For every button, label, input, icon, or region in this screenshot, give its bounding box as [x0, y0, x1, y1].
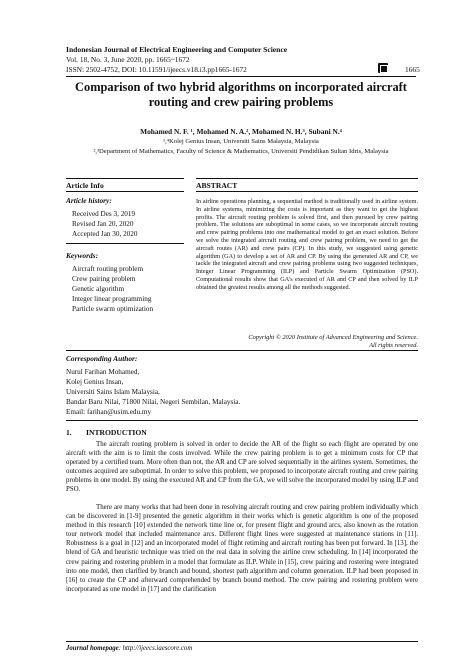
- history-list: [72, 209, 137, 239]
- body-paragraph: The aircraft routing problem is solved in order to decide the AR of the flight so each flight are operated by one aircraft with the aim is to limit the costs involved. While the crew pairing problem is to get a minimum costs for CP that operated by a certified team. More often than not, the AR and CP are solved sequentially in the airlines system. Sometimes, the outcomes acquired are suboptimal. In order to solve this problem, we proposed to incorporate aircraft routing and crew pairing problems in one model. By using the executed AR and CP from the GA, we will solve the incorporated model by using ILP and PSO.: [66, 441, 418, 494]
- keywords-list: [72, 264, 153, 314]
- journal-volume: Vol. 18, No. 3, June 2020, pp. 1665~1672: [66, 55, 190, 64]
- history-item: Revised Jan 20, 2020: [72, 220, 134, 228]
- body-paragraph: There are many works that had been done in resolving aircraft routing and crew pairing problem individually which can be discovered in [1-9] presented the genetic algorithm in their works which is genetic algorithm is one of the proposed method in this research [10] extended the network time line or, for present flight and ground arcs, also known as the rotation tour network model that included maintenance arcs. Different flight lines were suggested at maintenance stations in [11]. Robustness is a goal in [12] and an incorporated model of flight retiming and aircraft routing has been put forward. In [13], the blend of GA and heuristic technique was tried on the real data in solving the airline crew scheduling. In [14] incorporated the crew pairing and rostering problem in a model that formulate as ILP. While in [15], crew pairing and rostering were integrated into one model, then clarified by branch and bound, shortest path algorithm and column generation. ILP had been proposed in [16] to create the CP and afterward comprehended by branch bound method. The crew pairing and rostering problem were incorporated as one model in [17] and the clarification: [66, 504, 418, 593]
- divider: [66, 243, 184, 244]
- keywords-heading: Keywords:: [66, 251, 99, 260]
- journal-issn: ISSN: 2502-4752, DOI: 10.11591/ijeecs.v18.i3.pp1665-1672: [66, 65, 247, 74]
- title-line: Comparison of two hybrid algorithms on incorporated aircraft: [75, 80, 407, 94]
- page-number: 1665: [405, 65, 420, 74]
- corresponding-heading: Corresponding Author:: [66, 354, 138, 363]
- corresponding-line: Bandar Baru Nilai, 71800 Nilai, Negeri Sembilan, Malaysia.: [66, 398, 241, 406]
- section-number: 1.: [66, 428, 72, 437]
- journal-logo-icon: [378, 63, 388, 73]
- footer-url[interactable]: : http://ijeecs.iaescore.com: [118, 645, 193, 652]
- keyword-item: Aircraft routing problem: [72, 265, 144, 273]
- corresponding-author-block: [66, 367, 240, 417]
- author-list: Mohamed N. F. ¹, Mohamed N. A.², Mohamed N. H.³, Subani N.⁴: [140, 127, 342, 136]
- divider: [66, 420, 418, 421]
- divider: [66, 350, 418, 351]
- header-divider: [66, 76, 416, 77]
- abstract-text: In airline operations planning, a sequential method is traditionally used in airline system. In airline systems, minimizing the costs is important as they want to get the highest profits. The aircraft routing problem is solved first, and then pursued by crew pairing problem. The solutions are suboptimal in some cases, so we incorporate aircraft routing and crew pairing problems into one mathematical model to get an exact solution. Before we solve the integrated aircraft routing and crew pairing problem, we need to get the aircraft routes (AR) and crew pairs (CP). In this study, we suggested using genetic algorithm (GA) to develop a set of AR and CP. By using the generated AR and CP, we tackle the integrated aircraft and crew pairing problems using two suggested techniques, Integer Linear Programming (ILP) and Particle Swarm Optimization (PSO). Computational results show that GA's executed of AR and CP and then solved by ILP obtained the greatest results among all the methods suggested.: [196, 198, 418, 291]
- copyright-notice: [196, 334, 418, 350]
- title-line: routing and crew pairing problems: [148, 95, 334, 109]
- corresponding-line: Universiti Sains Islam Malaysia,: [66, 388, 160, 396]
- footer-divider: [66, 641, 418, 642]
- divider: [66, 178, 184, 179]
- divider: [196, 191, 418, 192]
- copyright-line: All rights reserved.: [369, 342, 418, 349]
- abstract-heading: ABSTRACT: [196, 181, 238, 190]
- history-heading: Article history:: [66, 196, 112, 205]
- section-title: INTRODUCTION: [86, 428, 147, 437]
- keyword-item: Crew pairing problem: [72, 275, 136, 283]
- footer-label: Journal homepage: [66, 645, 119, 652]
- footer: [66, 645, 192, 652]
- corresponding-email: Email: farihan@usim.edu.my: [66, 408, 152, 416]
- corresponding-line: Nurul Farihan Mohamed,: [66, 368, 140, 376]
- journal-name: Indonesian Journal of Electrical Engineering and Computer Science: [66, 45, 288, 54]
- keyword-item: Particle swarm optimization: [72, 305, 154, 313]
- corresponding-line: Kolej Genius Insan,: [66, 378, 124, 386]
- section-heading: [66, 428, 147, 437]
- divider: [196, 178, 418, 179]
- copyright-line: Copyright © 2020 Institute of Advanced Engineering and Science.: [248, 334, 418, 341]
- keyword-item: Integer linear programming: [72, 295, 152, 303]
- history-item: Accepted Jan 30, 2020: [72, 230, 138, 238]
- keyword-item: Genetic algorithm: [72, 285, 125, 293]
- history-item: Received Des 3, 2019: [72, 210, 136, 218]
- affiliation: ²,³Department of Mathematics, Faculty of Science & Mathematics, Universiti Pendidikan Sultan Idris, Malaysia: [93, 148, 389, 155]
- divider: [66, 191, 184, 192]
- affiliation: ¹,⁴Kolej Genius Insan, Universiti Sains Malaysia, Malaysia: [163, 138, 319, 145]
- paper-title: [60, 80, 422, 110]
- article-info-heading: Article Info: [66, 181, 104, 190]
